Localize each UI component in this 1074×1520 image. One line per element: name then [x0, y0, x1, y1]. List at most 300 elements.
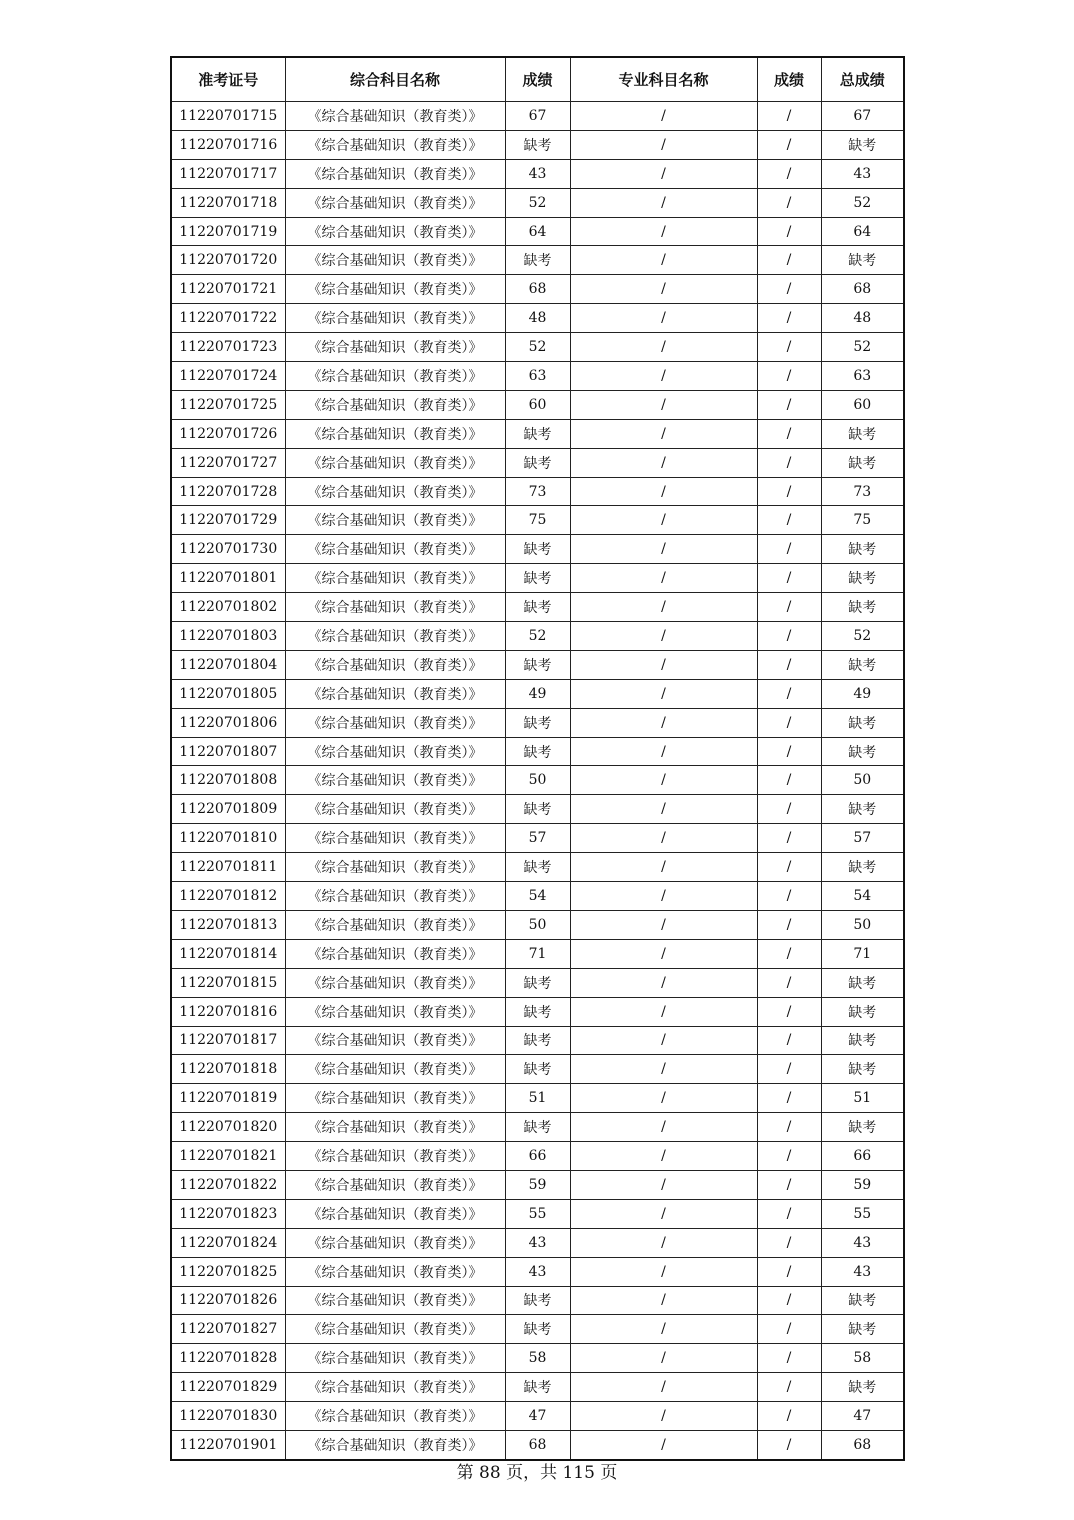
- general-subject-cell: 《综合基础知识（教育类）》: [285, 795, 505, 824]
- general-score-cell: 50: [505, 910, 570, 939]
- exam-id-cell: 11220701718: [171, 188, 285, 217]
- professional-subject-cell: /: [570, 506, 757, 535]
- professional-score-cell: /: [757, 997, 821, 1026]
- professional-subject-cell: /: [570, 130, 757, 159]
- total-score-cell: 58: [821, 1344, 904, 1373]
- professional-subject-cell: /: [570, 1344, 757, 1373]
- general-score-cell: 缺考: [505, 1373, 570, 1402]
- total-score-cell: 缺考: [821, 650, 904, 679]
- exam-id-cell: 11220701826: [171, 1286, 285, 1315]
- general-score-cell: 71: [505, 939, 570, 968]
- general-score-cell: 64: [505, 217, 570, 246]
- professional-subject-cell: /: [570, 997, 757, 1026]
- exam-id-cell: 11220701820: [171, 1113, 285, 1142]
- professional-score-cell: /: [757, 246, 821, 275]
- table-header: [171, 57, 904, 102]
- total-score-cell: 50: [821, 910, 904, 939]
- exam-id-cell: 11220701802: [171, 593, 285, 622]
- professional-subject-cell: /: [570, 159, 757, 188]
- general-subject-cell: 《综合基础知识（教育类）》: [285, 824, 505, 853]
- general-score-cell: 49: [505, 679, 570, 708]
- professional-score-cell: /: [757, 130, 821, 159]
- total-score-cell: 66: [821, 1142, 904, 1171]
- exam-id-cell: 11220701808: [171, 766, 285, 795]
- total-score-cell: 57: [821, 824, 904, 853]
- general-subject-cell: 《综合基础知识（教育类）》: [285, 1199, 505, 1228]
- professional-subject-cell: /: [570, 650, 757, 679]
- professional-score-cell: /: [757, 650, 821, 679]
- professional-score-cell: /: [757, 1228, 821, 1257]
- exam-id-cell: 11220701814: [171, 939, 285, 968]
- professional-subject-cell: /: [570, 1055, 757, 1084]
- professional-subject-cell: /: [570, 217, 757, 246]
- professional-score-cell: /: [757, 390, 821, 419]
- professional-score-cell: /: [757, 304, 821, 333]
- general-subject-cell: 《综合基础知识（教育类）》: [285, 217, 505, 246]
- general-subject-cell: 《综合基础知识（教育类）》: [285, 882, 505, 911]
- table-row: [171, 275, 904, 304]
- total-score-cell: 缺考: [821, 737, 904, 766]
- exam-id-cell: 11220701722: [171, 304, 285, 333]
- exam-id-cell: 11220701726: [171, 419, 285, 448]
- table-row: [171, 1430, 904, 1459]
- table-row: [171, 1228, 904, 1257]
- general-score-cell: 缺考: [505, 997, 570, 1026]
- general-subject-cell: 《综合基础知识（教育类）》: [285, 246, 505, 275]
- general-subject-cell: 《综合基础知识（教育类）》: [285, 997, 505, 1026]
- table-row: [171, 130, 904, 159]
- professional-score-cell: /: [757, 448, 821, 477]
- general-score-cell: 缺考: [505, 419, 570, 448]
- general-score-cell: 60: [505, 390, 570, 419]
- general-subject-cell: 《综合基础知识（教育类）》: [285, 1142, 505, 1171]
- table-row: [171, 1084, 904, 1113]
- exam-id-cell: 11220701805: [171, 679, 285, 708]
- general-score-cell: 缺考: [505, 650, 570, 679]
- professional-subject-cell: /: [570, 1402, 757, 1431]
- table-row: [171, 333, 904, 362]
- professional-score-cell: /: [757, 1344, 821, 1373]
- exam-id-cell: 11220701728: [171, 477, 285, 506]
- total-score-cell: 52: [821, 333, 904, 362]
- general-score-cell: 55: [505, 1199, 570, 1228]
- exam-id-cell: 11220701716: [171, 130, 285, 159]
- professional-score-cell: /: [757, 1026, 821, 1055]
- professional-subject-cell: /: [570, 390, 757, 419]
- header-general-subject: 综合科目名称: [285, 57, 505, 102]
- table-row: [171, 1315, 904, 1344]
- professional-subject-cell: /: [570, 1142, 757, 1171]
- professional-score-cell: /: [757, 1170, 821, 1199]
- general-subject-cell: 《综合基础知识（教育类）》: [285, 650, 505, 679]
- professional-score-cell: /: [757, 795, 821, 824]
- professional-subject-cell: /: [570, 477, 757, 506]
- professional-score-cell: /: [757, 622, 821, 651]
- general-score-cell: 63: [505, 362, 570, 391]
- professional-score-cell: /: [757, 968, 821, 997]
- exam-id-cell: 11220701828: [171, 1344, 285, 1373]
- table-row: [171, 1286, 904, 1315]
- total-score-cell: 缺考: [821, 1315, 904, 1344]
- general-subject-cell: 《综合基础知识（教育类）》: [285, 1315, 505, 1344]
- table-row: [171, 1373, 904, 1402]
- professional-score-cell: /: [757, 910, 821, 939]
- table-row: [171, 1113, 904, 1142]
- general-score-cell: 66: [505, 1142, 570, 1171]
- professional-score-cell: /: [757, 593, 821, 622]
- exam-id-cell: 11220701811: [171, 853, 285, 882]
- general-subject-cell: 《综合基础知识（教育类）》: [285, 275, 505, 304]
- exam-id-cell: 11220701812: [171, 882, 285, 911]
- general-subject-cell: 《综合基础知识（教育类）》: [285, 102, 505, 131]
- general-score-cell: 51: [505, 1084, 570, 1113]
- exam-id-cell: 11220701806: [171, 708, 285, 737]
- professional-subject-cell: /: [570, 535, 757, 564]
- professional-score-cell: /: [757, 824, 821, 853]
- professional-subject-cell: /: [570, 737, 757, 766]
- exam-id-cell: 11220701822: [171, 1170, 285, 1199]
- table-row: [171, 882, 904, 911]
- professional-subject-cell: /: [570, 853, 757, 882]
- exam-id-cell: 11220701824: [171, 1228, 285, 1257]
- professional-score-cell: /: [757, 564, 821, 593]
- table-row: [171, 506, 904, 535]
- general-score-cell: 缺考: [505, 853, 570, 882]
- professional-subject-cell: /: [570, 188, 757, 217]
- professional-subject-cell: /: [570, 419, 757, 448]
- general-score-cell: 43: [505, 1257, 570, 1286]
- professional-subject-cell: /: [570, 1199, 757, 1228]
- total-score-cell: 缺考: [821, 708, 904, 737]
- general-subject-cell: 《综合基础知识（教育类）》: [285, 506, 505, 535]
- professional-score-cell: /: [757, 1373, 821, 1402]
- professional-score-cell: /: [757, 1199, 821, 1228]
- professional-score-cell: /: [757, 737, 821, 766]
- exam-id-cell: 11220701720: [171, 246, 285, 275]
- total-score-cell: 55: [821, 1199, 904, 1228]
- total-score-cell: 缺考: [821, 853, 904, 882]
- table-row: [171, 1402, 904, 1431]
- table-row: [171, 246, 904, 275]
- general-score-cell: 缺考: [505, 246, 570, 275]
- total-score-cell: 59: [821, 1170, 904, 1199]
- total-score-cell: 49: [821, 679, 904, 708]
- table-row: [171, 535, 904, 564]
- general-score-cell: 52: [505, 622, 570, 651]
- professional-score-cell: /: [757, 939, 821, 968]
- professional-subject-cell: /: [570, 333, 757, 362]
- total-score-cell: 60: [821, 390, 904, 419]
- table-row: [171, 593, 904, 622]
- professional-subject-cell: /: [570, 1026, 757, 1055]
- general-subject-cell: 《综合基础知识（教育类）》: [285, 1286, 505, 1315]
- general-score-cell: 缺考: [505, 1026, 570, 1055]
- total-score-cell: 47: [821, 1402, 904, 1431]
- professional-subject-cell: /: [570, 1315, 757, 1344]
- header-professional-subject: 专业科目名称: [570, 57, 757, 102]
- general-score-cell: 缺考: [505, 564, 570, 593]
- total-score-cell: 52: [821, 622, 904, 651]
- table-row: [171, 419, 904, 448]
- general-score-cell: 52: [505, 333, 570, 362]
- exam-id-cell: 11220701723: [171, 333, 285, 362]
- professional-score-cell: /: [757, 679, 821, 708]
- exam-id-cell: 11220701727: [171, 448, 285, 477]
- exam-id-cell: 11220701819: [171, 1084, 285, 1113]
- professional-subject-cell: /: [570, 448, 757, 477]
- total-score-cell: 缺考: [821, 968, 904, 997]
- total-score-cell: 68: [821, 1430, 904, 1459]
- professional-score-cell: /: [757, 217, 821, 246]
- professional-subject-cell: /: [570, 795, 757, 824]
- exam-id-cell: 11220701801: [171, 564, 285, 593]
- professional-subject-cell: /: [570, 882, 757, 911]
- general-subject-cell: 《综合基础知识（教育类）》: [285, 1402, 505, 1431]
- professional-subject-cell: /: [570, 708, 757, 737]
- general-subject-cell: 《综合基础知识（教育类）》: [285, 448, 505, 477]
- table-row: [171, 708, 904, 737]
- professional-subject-cell: /: [570, 1430, 757, 1459]
- table-row: [171, 304, 904, 333]
- general-score-cell: 57: [505, 824, 570, 853]
- exam-id-cell: 11220701821: [171, 1142, 285, 1171]
- total-score-cell: 67: [821, 102, 904, 131]
- exam-id-cell: 11220701807: [171, 737, 285, 766]
- total-score-cell: 51: [821, 1084, 904, 1113]
- general-subject-cell: 《综合基础知识（教育类）》: [285, 188, 505, 217]
- table-row: [171, 853, 904, 882]
- professional-subject-cell: /: [570, 679, 757, 708]
- professional-score-cell: /: [757, 882, 821, 911]
- exam-id-cell: 11220701724: [171, 362, 285, 391]
- general-subject-cell: 《综合基础知识（教育类）》: [285, 535, 505, 564]
- professional-subject-cell: /: [570, 1170, 757, 1199]
- professional-score-cell: /: [757, 535, 821, 564]
- general-score-cell: 缺考: [505, 968, 570, 997]
- total-score-cell: 64: [821, 217, 904, 246]
- total-score-cell: 缺考: [821, 246, 904, 275]
- total-score-cell: 63: [821, 362, 904, 391]
- professional-score-cell: /: [757, 708, 821, 737]
- general-subject-cell: 《综合基础知识（教育类）》: [285, 853, 505, 882]
- professional-score-cell: /: [757, 477, 821, 506]
- exam-id-cell: 11220701719: [171, 217, 285, 246]
- professional-score-cell: /: [757, 188, 821, 217]
- general-subject-cell: 《综合基础知识（教育类）》: [285, 333, 505, 362]
- general-score-cell: 48: [505, 304, 570, 333]
- table-row: [171, 650, 904, 679]
- general-subject-cell: 《综合基础知识（教育类）》: [285, 622, 505, 651]
- total-score-cell: 50: [821, 766, 904, 795]
- general-score-cell: 52: [505, 188, 570, 217]
- professional-subject-cell: /: [570, 968, 757, 997]
- professional-subject-cell: /: [570, 1113, 757, 1142]
- exam-id-cell: 11220701810: [171, 824, 285, 853]
- general-subject-cell: 《综合基础知识（教育类）》: [285, 593, 505, 622]
- general-score-cell: 缺考: [505, 795, 570, 824]
- table-row: [171, 159, 904, 188]
- general-score-cell: 缺考: [505, 448, 570, 477]
- professional-subject-cell: /: [570, 564, 757, 593]
- table-row: [171, 362, 904, 391]
- general-score-cell: 43: [505, 159, 570, 188]
- professional-score-cell: /: [757, 506, 821, 535]
- professional-score-cell: /: [757, 1084, 821, 1113]
- table-row: [171, 766, 904, 795]
- professional-subject-cell: /: [570, 362, 757, 391]
- general-subject-cell: 《综合基础知识（教育类）》: [285, 419, 505, 448]
- general-score-cell: 缺考: [505, 708, 570, 737]
- table-row: [171, 910, 904, 939]
- total-score-cell: 缺考: [821, 564, 904, 593]
- professional-subject-cell: /: [570, 102, 757, 131]
- table-row: [171, 824, 904, 853]
- general-score-cell: 50: [505, 766, 570, 795]
- table-row: [171, 1142, 904, 1171]
- exam-id-cell: 11220701817: [171, 1026, 285, 1055]
- exam-id-cell: 11220701813: [171, 910, 285, 939]
- general-score-cell: 缺考: [505, 1286, 570, 1315]
- general-subject-cell: 《综合基础知识（教育类）》: [285, 1084, 505, 1113]
- exam-id-cell: 11220701809: [171, 795, 285, 824]
- general-score-cell: 73: [505, 477, 570, 506]
- general-subject-cell: 《综合基础知识（教育类）》: [285, 1430, 505, 1459]
- total-score-cell: 43: [821, 1257, 904, 1286]
- general-score-cell: 59: [505, 1170, 570, 1199]
- general-subject-cell: 《综合基础知识（教育类）》: [285, 1228, 505, 1257]
- professional-subject-cell: /: [570, 304, 757, 333]
- total-score-cell: 48: [821, 304, 904, 333]
- professional-subject-cell: /: [570, 910, 757, 939]
- total-score-cell: 43: [821, 1228, 904, 1257]
- total-score-cell: 54: [821, 882, 904, 911]
- professional-subject-cell: /: [570, 766, 757, 795]
- general-score-cell: 58: [505, 1344, 570, 1373]
- table-row: [171, 102, 904, 131]
- general-subject-cell: 《综合基础知识（教育类）》: [285, 766, 505, 795]
- professional-score-cell: /: [757, 1430, 821, 1459]
- professional-subject-cell: /: [570, 622, 757, 651]
- exam-id-cell: 11220701823: [171, 1199, 285, 1228]
- general-subject-cell: 《综合基础知识（教育类）》: [285, 939, 505, 968]
- professional-score-cell: /: [757, 1055, 821, 1084]
- professional-score-cell: /: [757, 1315, 821, 1344]
- exam-id-cell: 11220701901: [171, 1430, 285, 1459]
- total-score-cell: 缺考: [821, 795, 904, 824]
- professional-score-cell: /: [757, 766, 821, 795]
- table-row: [171, 1170, 904, 1199]
- table-row: [171, 188, 904, 217]
- table-row: [171, 997, 904, 1026]
- exam-id-cell: 11220701717: [171, 159, 285, 188]
- general-subject-cell: 《综合基础知识（教育类）》: [285, 1257, 505, 1286]
- exam-id-cell: 11220701725: [171, 390, 285, 419]
- table-row: [171, 448, 904, 477]
- general-score-cell: 54: [505, 882, 570, 911]
- professional-subject-cell: /: [570, 1257, 757, 1286]
- professional-score-cell: /: [757, 362, 821, 391]
- total-score-cell: 43: [821, 159, 904, 188]
- professional-subject-cell: /: [570, 275, 757, 304]
- score-table: [170, 56, 905, 1461]
- total-score-cell: 73: [821, 477, 904, 506]
- general-subject-cell: 《综合基础知识（教育类）》: [285, 130, 505, 159]
- professional-subject-cell: /: [570, 1084, 757, 1113]
- professional-score-cell: /: [757, 1113, 821, 1142]
- general-score-cell: 75: [505, 506, 570, 535]
- table-body: [171, 102, 904, 1460]
- general-score-cell: 缺考: [505, 737, 570, 766]
- professional-subject-cell: /: [570, 1228, 757, 1257]
- header-row: [171, 57, 904, 102]
- general-score-cell: 缺考: [505, 535, 570, 564]
- general-subject-cell: 《综合基础知识（教育类）》: [285, 564, 505, 593]
- professional-subject-cell: /: [570, 246, 757, 275]
- table-row: [171, 737, 904, 766]
- professional-score-cell: /: [757, 853, 821, 882]
- total-score-cell: 缺考: [821, 1373, 904, 1402]
- total-score-cell: 缺考: [821, 130, 904, 159]
- header-general-score: 成绩: [505, 57, 570, 102]
- general-subject-cell: 《综合基础知识（教育类）》: [285, 1344, 505, 1373]
- general-subject-cell: 《综合基础知识（教育类）》: [285, 679, 505, 708]
- general-subject-cell: 《综合基础知识（教育类）》: [285, 1026, 505, 1055]
- exam-id-cell: 11220701829: [171, 1373, 285, 1402]
- professional-score-cell: /: [757, 419, 821, 448]
- total-score-cell: 缺考: [821, 1026, 904, 1055]
- total-score-cell: 71: [821, 939, 904, 968]
- general-subject-cell: 《综合基础知识（教育类）》: [285, 304, 505, 333]
- general-subject-cell: 《综合基础知识（教育类）》: [285, 968, 505, 997]
- general-subject-cell: 《综合基础知识（教育类）》: [285, 1113, 505, 1142]
- general-subject-cell: 《综合基础知识（教育类）》: [285, 1055, 505, 1084]
- total-score-cell: 缺考: [821, 448, 904, 477]
- header-professional-score: 成绩: [757, 57, 821, 102]
- header-exam-id: 准考证号: [171, 57, 285, 102]
- general-subject-cell: 《综合基础知识（教育类）》: [285, 910, 505, 939]
- total-score-cell: 52: [821, 188, 904, 217]
- general-score-cell: 67: [505, 102, 570, 131]
- general-subject-cell: 《综合基础知识（教育类）》: [285, 477, 505, 506]
- general-score-cell: 缺考: [505, 1055, 570, 1084]
- general-score-cell: 缺考: [505, 593, 570, 622]
- total-score-cell: 75: [821, 506, 904, 535]
- general-subject-cell: 《综合基础知识（教育类）》: [285, 1373, 505, 1402]
- page-footer: 第 88 页，共 115 页: [456, 1463, 618, 1483]
- table-row: [171, 939, 904, 968]
- total-score-cell: 缺考: [821, 997, 904, 1026]
- professional-score-cell: /: [757, 1286, 821, 1315]
- total-score-cell: 缺考: [821, 1113, 904, 1142]
- exam-id-cell: 11220701804: [171, 650, 285, 679]
- table-row: [171, 477, 904, 506]
- table-row: [171, 968, 904, 997]
- table-row: [171, 622, 904, 651]
- total-score-cell: 缺考: [821, 535, 904, 564]
- table-row: [171, 1055, 904, 1084]
- exam-id-cell: 11220701818: [171, 1055, 285, 1084]
- table-row: [171, 1344, 904, 1373]
- table-row: [171, 564, 904, 593]
- general-subject-cell: 《综合基础知识（教育类）》: [285, 159, 505, 188]
- header-total-score: 总成绩: [821, 57, 904, 102]
- table-row: [171, 795, 904, 824]
- table-row: [171, 1199, 904, 1228]
- general-score-cell: 47: [505, 1402, 570, 1431]
- total-score-cell: 缺考: [821, 419, 904, 448]
- general-score-cell: 缺考: [505, 1113, 570, 1142]
- general-score-cell: 43: [505, 1228, 570, 1257]
